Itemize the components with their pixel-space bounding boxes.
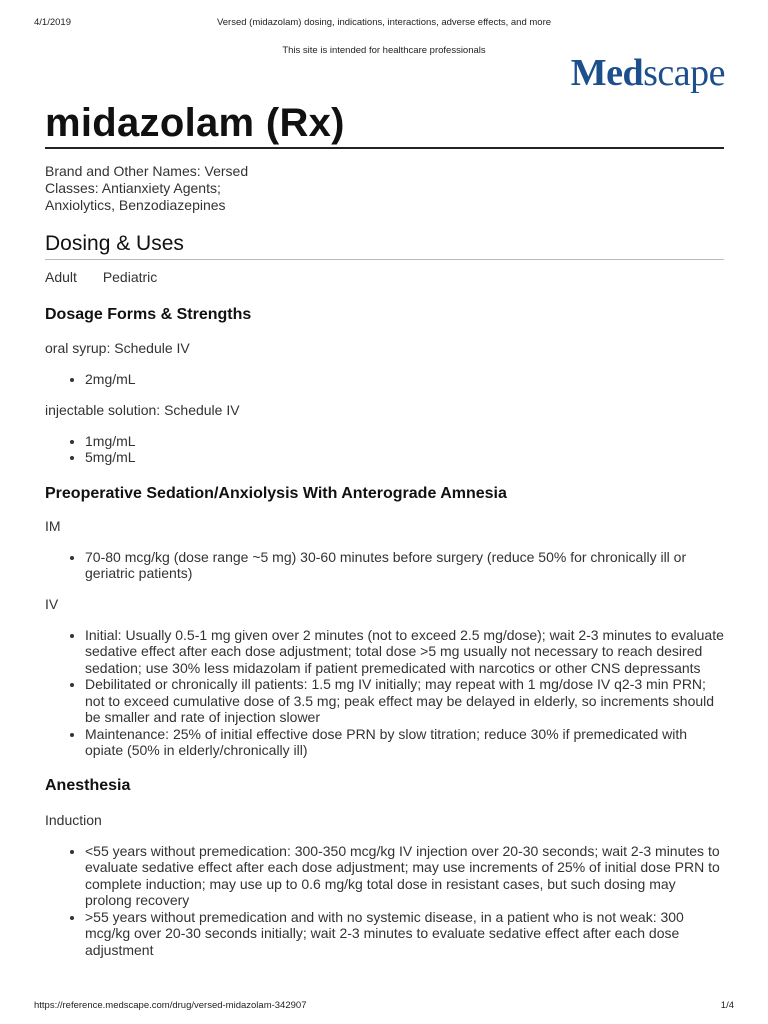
professional-notice: This site is intended for healthcare professionals [282, 45, 486, 56]
print-page-title: Versed (midazolam) dosing, indications, interactions, adverse effects, and more [216, 17, 552, 28]
list-item: • Initial: Usually 0.5-1 mg given over 2 minutes (not to exceed 2.5 mg/dose); wait 2-3 minutes to evaluate sedative effect after each dose adjustment; total dose >5 mg usually not necessary to reach desired sedation; use 30% less midazolam if patient premedicated with narcotics or other CNS depressants [85, 627, 724, 677]
logo-part-scape: scape [643, 52, 725, 94]
heading-anesthesia: Anesthesia [45, 776, 131, 794]
tab-adult[interactable]: Adult [45, 269, 77, 285]
print-header [34, 17, 734, 31]
oral-strengths-list [45, 371, 724, 388]
list-item: • >55 years without premedication and with no systemic disease, in a patient who is not weak: 300 mcg/kg over 20-30 seconds initially; wait 2-3 minutes to evaluate sedative effect after each dose adjustment [85, 909, 724, 959]
induction-label: Induction [45, 811, 102, 828]
drug-names [45, 163, 345, 214]
heading-dosage-forms: Dosage Forms & Strengths [45, 306, 252, 323]
print-footer [34, 1000, 734, 1014]
drug-title: midazolam (Rx) [45, 101, 345, 145]
print-date: 4/1/2019 [34, 17, 71, 28]
drug-classes-line-2: Anxiolytics, Benzodiazepines [45, 197, 226, 213]
section-divider [45, 259, 724, 260]
list-item: • 2mg/mL [85, 371, 724, 388]
list-item: • 70-80 mcg/kg (dose range ~5 mg) 30-60 minutes before surgery (reduce 50% for chronically ill or geriatric patients) [85, 549, 724, 582]
iv-label: IV [45, 595, 59, 612]
tab-pediatric[interactable]: Pediatric [102, 269, 158, 285]
injectable-strengths-list [45, 433, 724, 466]
drug-classes-line-1: Classes: Antianxiety Agents; [45, 180, 221, 196]
list-item: • <55 years without premedication: 300-350 mcg/kg IV injection over 20-30 seconds; wait 2-3 minutes to evaluate sedative effect after each dose adjustment; may use increments of 25% of initial dose PRN to complete induction; may use up to 0.6 mg/kg total dose in resistant cases, but such dosing may prolong recovery [85, 843, 724, 909]
title-divider [45, 147, 724, 149]
heading-preop-sedation: Preoperative Sedation/Anxiolysis With Anterograde Amnesia [45, 484, 507, 502]
injectable-label: injectable solution: Schedule IV [45, 401, 240, 418]
page-number: 1/4 [720, 1000, 734, 1011]
medscape-logo[interactable] [571, 54, 725, 92]
section-title-dosing-uses: Dosing & Uses [45, 232, 184, 255]
oral-syrup-label: oral syrup: Schedule IV [45, 340, 190, 356]
induction-dosing-list [45, 843, 724, 959]
list-item: • 5mg/mL [85, 449, 724, 466]
list-item: • Maintenance: 25% of initial effective dose PRN by slow titration; reduce 30% if premedicated with opiate (50% in elderly/chronically ill) [85, 726, 724, 759]
list-item: • 1mg/mL [85, 433, 724, 450]
im-dosing-list [45, 549, 724, 582]
im-label: IM [45, 517, 61, 534]
population-tabs [45, 269, 179, 285]
iv-dosing-list [45, 627, 724, 759]
brand-names: Brand and Other Names: Versed [45, 163, 249, 179]
list-item: • Debilitated or chronically ill patients: 1.5 mg IV initially; may repeat with 1 mg/dose IV q2-3 min PRN; not to exceed cumulative dose of 3.5 mg; peak effect may be delayed in elderly, so increments should be smaller and rate of injection slower [85, 676, 724, 726]
logo-part-med: Med [570, 52, 644, 94]
page-url[interactable]: https://reference.medscape.com/drug/versed-midazolam-342907 [34, 1000, 307, 1011]
dosing-content [45, 305, 724, 958]
